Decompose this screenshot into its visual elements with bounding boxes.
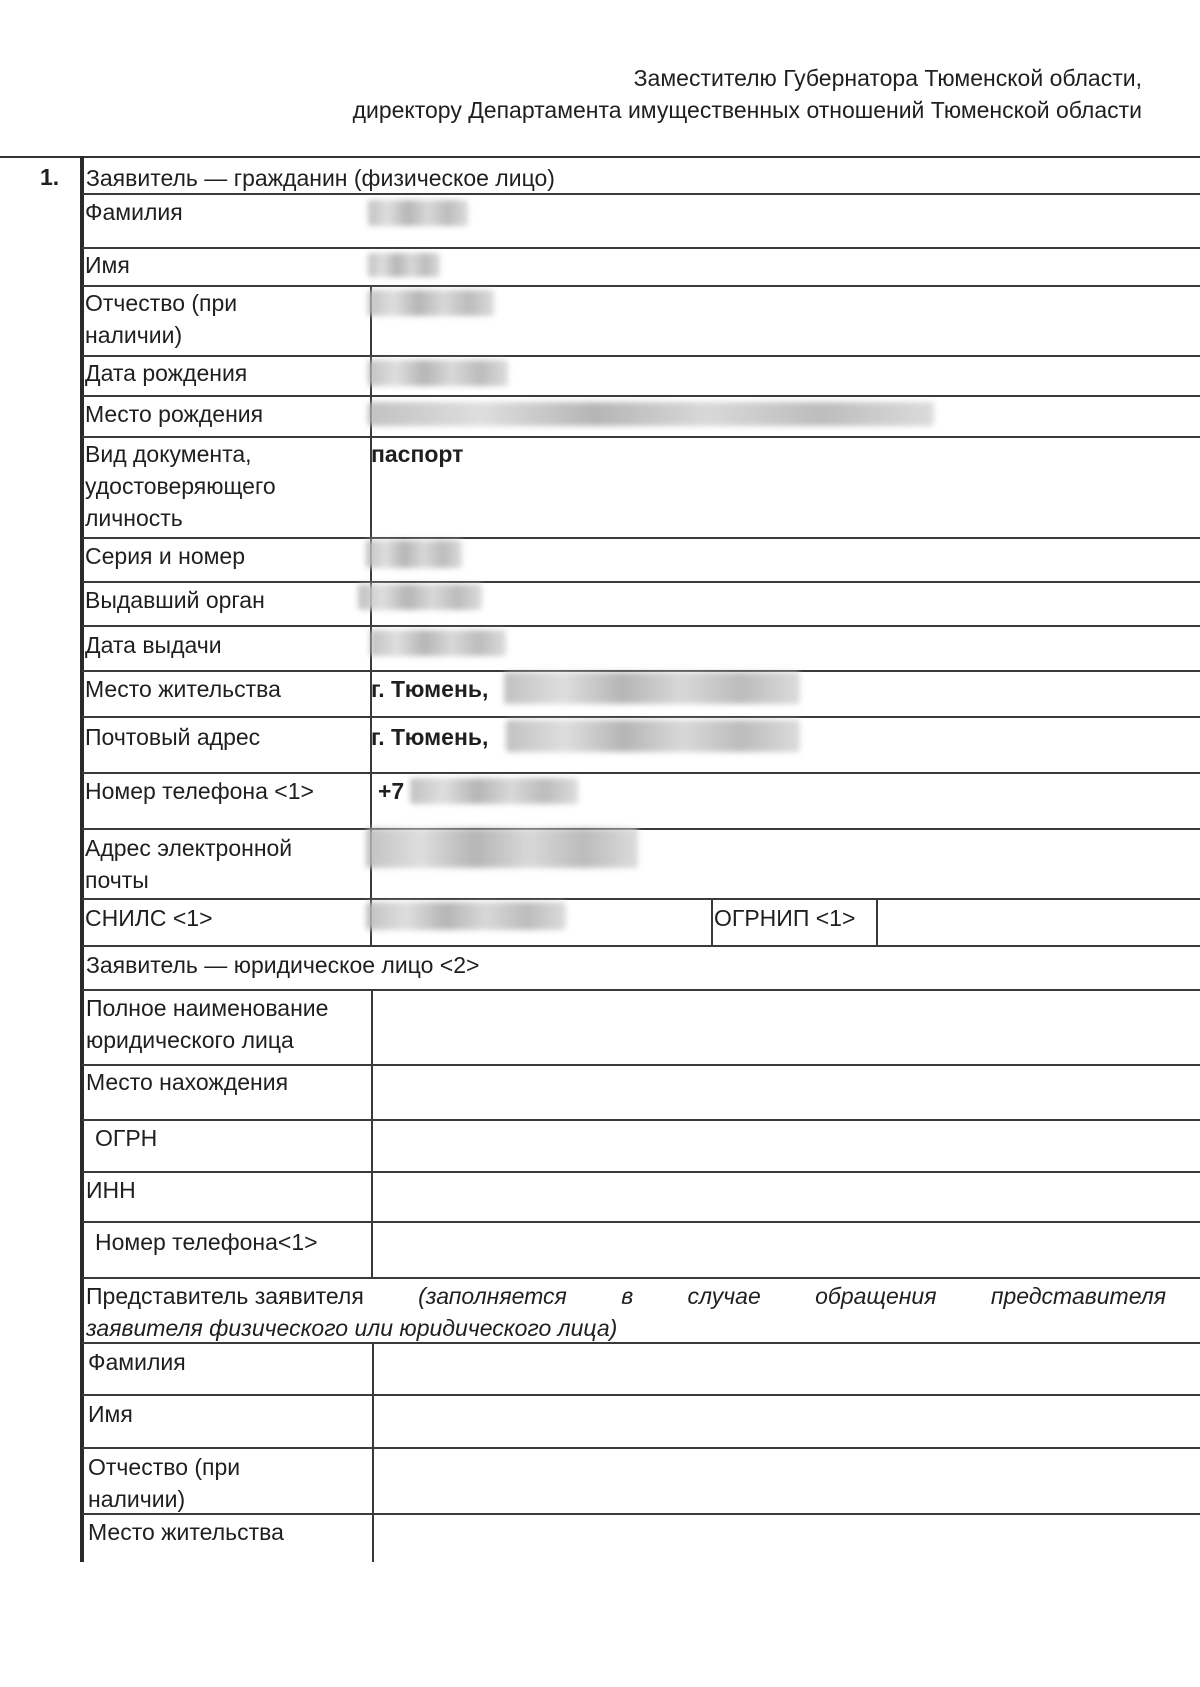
row-rule <box>82 898 1200 900</box>
row-rule <box>82 581 1200 583</box>
rep-residence-label: Место жительства <box>88 1519 284 1545</box>
representative-note-word: (заполняется <box>418 1283 567 1309</box>
addressee-line-1: Заместителю Губернатора Тюменской области, <box>633 65 1142 91</box>
birth-place-value-redacted <box>368 402 934 426</box>
email-label-line-2: почты <box>85 867 149 893</box>
postal-label: Почтовый адрес <box>85 724 261 750</box>
issuer-label: Выдавший орган <box>85 587 265 613</box>
row-rule <box>82 1394 1200 1396</box>
patronymic-label-line-1: Отчество (при <box>85 290 238 316</box>
patronymic-value-redacted <box>368 290 494 316</box>
representative-title: Представитель заявителя <box>86 1283 364 1309</box>
legal-full-name-label-line-2: юридического лица <box>86 1027 294 1053</box>
issuer-value-redacted <box>358 584 482 610</box>
email-value-redacted <box>366 828 638 868</box>
row-rule <box>82 772 1200 774</box>
rep-surname-label: Фамилия <box>88 1349 186 1375</box>
patronymic-label-line-2: наличии) <box>85 322 183 348</box>
name-value-redacted <box>368 253 440 277</box>
legal-section-title: Заявитель — юридическое лицо <2> <box>86 952 480 978</box>
snils-value-redacted <box>366 902 566 930</box>
ogrnip-divider-left <box>711 898 713 945</box>
rep-patronymic-label-line-1: Отчество (при <box>88 1454 241 1480</box>
section-number: 1. <box>40 164 60 190</box>
series-number-value-redacted <box>366 540 462 568</box>
representative-note-word: в <box>621 1283 634 1309</box>
row-rule <box>82 355 1200 357</box>
legal-phone-label: Номер телефона<1> <box>95 1229 318 1255</box>
representative-note-word: случае <box>687 1283 761 1309</box>
row-rule <box>82 716 1200 718</box>
row-rule <box>82 625 1200 627</box>
row-rule <box>82 1119 1200 1121</box>
legal-full-name-label-line-1: Полное наименование <box>86 995 329 1021</box>
snils-label: СНИЛС <1> <box>85 905 213 931</box>
birth-place-label: Место рождения <box>85 401 264 427</box>
birth-date-label: Дата рождения <box>85 360 248 386</box>
email-label-line-1: Адрес электронной <box>85 835 293 861</box>
birth-date-value-redacted <box>368 360 508 386</box>
ogrnip-divider-right <box>876 898 878 945</box>
value-column-divider-rep <box>372 1342 374 1562</box>
value-column-divider-legal <box>371 989 373 1279</box>
form-top-border <box>0 156 1200 158</box>
doc-type-value: паспорт <box>371 441 464 467</box>
representative-note-word: обращения <box>815 1283 937 1309</box>
row-rule <box>82 395 1200 397</box>
issue-date-label: Дата выдачи <box>85 632 222 658</box>
row-rule <box>82 285 1200 287</box>
doc-type-label-line-1: Вид документа, <box>85 441 252 467</box>
phone-value-redacted <box>410 778 578 804</box>
row-rule <box>82 537 1200 539</box>
row-rule <box>82 828 1200 830</box>
surname-value-redacted <box>368 200 468 226</box>
row-rule <box>82 989 1200 991</box>
legal-location-label: Место нахождения <box>86 1069 289 1095</box>
doc-type-label-line-3: личность <box>85 505 183 531</box>
legal-inn-label: ИНН <box>86 1177 136 1203</box>
residence-value-redacted <box>504 672 800 704</box>
row-rule <box>82 1171 1200 1173</box>
row-rule <box>82 247 1200 249</box>
ogrnip-label: ОГРНИП <1> <box>714 905 856 931</box>
row-rule <box>82 1221 1200 1223</box>
surname-label: Фамилия <box>85 199 183 225</box>
citizen-section-title: Заявитель — гражданин (физическое лицо) <box>86 165 555 191</box>
row-rule <box>82 1513 1200 1515</box>
row-rule <box>82 945 1200 947</box>
form-left-border <box>80 156 84 1562</box>
representative-title-block <box>86 1280 1166 1344</box>
legal-ogrn-label: ОГРН <box>95 1125 158 1151</box>
issue-date-value-redacted <box>370 630 506 656</box>
rep-patronymic-label-line-2: наличии) <box>88 1486 186 1512</box>
addressee-line-2: директору Департамента имущественных отношений Тюменской области <box>352 97 1142 123</box>
residence-label: Место жительства <box>85 676 281 702</box>
rep-name-label: Имя <box>88 1401 133 1427</box>
series-number-label: Серия и номер <box>85 543 246 569</box>
phone-label: Номер телефона <1> <box>85 778 314 804</box>
row-rule <box>82 1277 1200 1279</box>
representative-note-word: представителя <box>990 1283 1166 1309</box>
representative-note-line-2: заявителя физического или юридического лица) <box>86 1315 618 1341</box>
postal-value-redacted <box>506 720 800 752</box>
residence-value: г. Тюмень, <box>371 676 489 702</box>
name-label: Имя <box>85 252 130 278</box>
addressee-block <box>353 62 1142 126</box>
phone-value: +7 <box>378 778 405 804</box>
doc-type-label-line-2: удостоверяющего <box>85 473 276 499</box>
postal-value: г. Тюмень, <box>371 724 489 750</box>
row-rule <box>82 1447 1200 1449</box>
